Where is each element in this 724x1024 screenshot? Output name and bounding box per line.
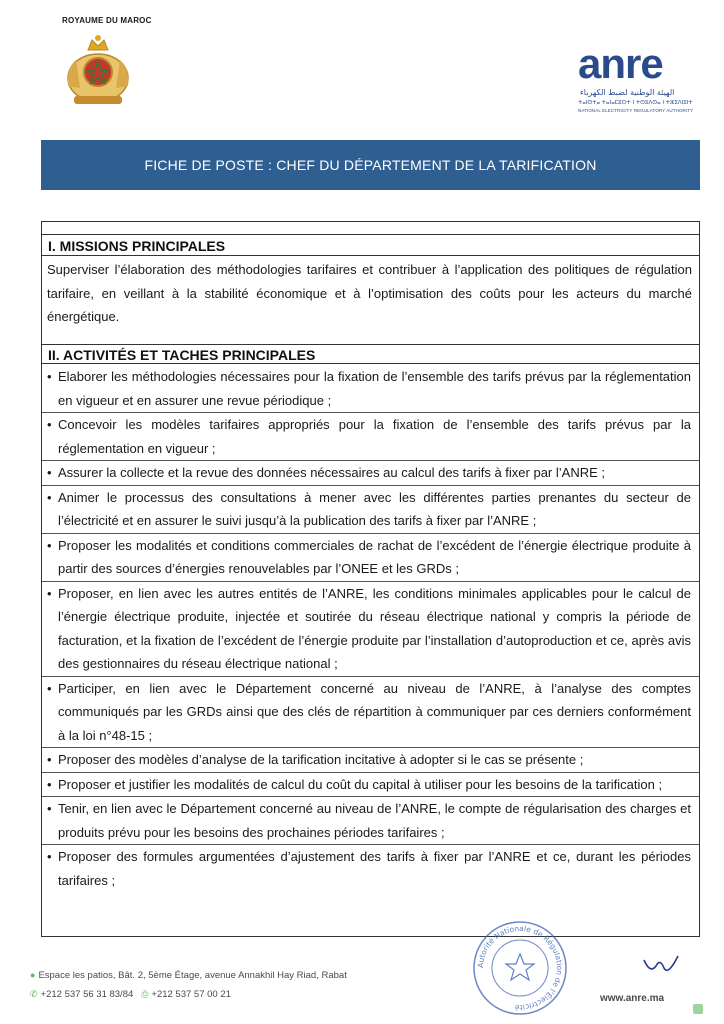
list-item [42, 773, 699, 798]
list-item [42, 845, 699, 892]
footer-phone-line [30, 985, 347, 1004]
bullet-icon: • [47, 369, 52, 384]
list-item [42, 534, 699, 582]
activities-list [42, 365, 699, 892]
footer-fax: +212 537 57 00 21 [151, 989, 231, 1000]
footer-address-line [30, 966, 347, 985]
logo-tifinagh-text: ⵜⴰⵏⵙⵜⴰ ⵜⴰⵏⴰⵎⵓⵔⵜ ⵏ ⵜⵙⵓⴷⵙⴰ ⵏ ⵜⵣⵉⴷⵏⵓⵏⵜ [578, 100, 693, 106]
bullet-icon: • [47, 849, 52, 864]
list-item-text: Proposer, en lien avec les autres entités de l’ANRE, les conditions minimales applicables pour le calcul de l’énergie électrique produite, injectée et soutirée du réseau électrique national y compris la période de facturation, et la fixation de l’excédent de l’énergie produite par l’installation d’autoproduction et ce, après avis des gestionnaires du réseau électrique national ; [58, 585, 691, 671]
list-item-text: Concevoir les modèles tarifaires appropriés pour la fixation de l’ensemble des tarifs prévus par la réglementation en vigueur ; [58, 417, 691, 456]
list-item-text: Proposer des formules argumentées d’ajustement des tarifs à fixer par l’ANRE et ce, durant les périodes tarifaires ; [58, 849, 691, 888]
list-item-text: Tenir, en lien avec le Département concerné au niveau de l’ANRE, le compte de régularisation des charges et produits prévu pour les besoins des prochaines périodes tarifaires ; [58, 801, 691, 840]
logo-arabic-text: الهيئة الوطنية لضبط الكهرباء [580, 88, 675, 97]
signature-mark [640, 952, 682, 978]
bullet-icon: • [47, 537, 52, 553]
list-item-text: Proposer les modalités et conditions commerciales de rachat de l’excédent de l’énergie électrique produite à partir des sources d’énergies renouvelables par l’ONEE et les GRDs ; [58, 537, 691, 576]
logo-wordmark [578, 42, 663, 86]
list-item [42, 365, 699, 413]
footer-address: Espace les patios, Bât. 2, 5ème Étage, avenue Annakhil Hay Riad, Rabat [38, 970, 347, 981]
page-title: FICHE DE POSTE : CHEF DU DÉPARTEMENT DE LA TARIFICATION [144, 157, 597, 173]
title-banner [41, 140, 700, 190]
list-item-text: Participer, en lien avec le Département concerné au niveau de l’ANRE, à l’analyse des comptes communiqués par les GRDs ainsi que des clés de répartition à communiquer par ces derniers conformément à la loi n°48-15 ; [58, 680, 691, 743]
bullet-icon: • [47, 801, 52, 816]
list-item [42, 413, 699, 461]
bullet-icon: • [47, 752, 52, 767]
bullet-icon: • [47, 465, 52, 480]
anre-logo [578, 40, 710, 122]
footer-contact [30, 966, 347, 1004]
bullet-icon: • [47, 585, 52, 601]
list-item-text: Assurer la collecte et la revue des données nécessaires au calcul des tarifs à fixer par l’ANRE ; [58, 465, 605, 480]
fax-icon: ⎙ [141, 989, 149, 999]
phone-icon: ✆ [30, 989, 38, 999]
list-item-text: Proposer des modèles d’analyse de la tarification incitative à adopter si le cas se présente ; [58, 752, 584, 767]
bullet-icon: • [47, 680, 52, 696]
page-corner-icon [692, 1003, 704, 1015]
list-item [42, 486, 699, 534]
list-item-text: Animer le processus des consultations à mener avec les différentes parties prenantes du secteur de l’électricité et en assurer le suivi jusqu’à la publication des tarifs à fixer par l’ANRE ; [58, 489, 691, 528]
stamp-text: Autorité Nationale de Régulation de l’Électricité [475, 923, 565, 1013]
bullet-icon: • [47, 776, 52, 792]
official-stamp [470, 918, 570, 1018]
kingdom-label: ROYAUME DU MAROC [62, 16, 152, 25]
footer-phone: +212 537 56 31 83/84 [40, 989, 134, 1000]
list-item-text: Elaborer les méthodologies nécessaires pour la fixation de l’ensemble des tarifs prévus par la réglementation en vigueur et en assurer une revue périodique ; [58, 369, 691, 408]
bullet-icon: • [47, 417, 52, 432]
list-item [42, 582, 699, 677]
section-missions-title: I. MISSIONS PRINCIPALES [42, 234, 699, 256]
list-item [42, 461, 699, 486]
section-activities-title: II. ACTIVITÉS ET TACHES PRINCIPALES [42, 344, 699, 364]
svg-text:Autorité Nationale de Régulati [476, 924, 564, 1012]
list-item-text: Proposer et justifier les modalités de calcul du coût du capital à utiliser pour les besoins de la tarification ; [58, 776, 663, 792]
coat-of-arms-icon [62, 28, 134, 108]
bullet-icon: • [47, 489, 52, 505]
content-box [41, 221, 700, 937]
logo-word-text: anre [578, 40, 663, 87]
logo-english-text: NATIONAL ELECTRICITY REGULATORY AUTHORITY [578, 108, 694, 113]
missions-text: Superviser l’élaboration des méthodologies tarifaires et contribuer à l’application des politiques de régulation tarifaire, en veillant à la stabilité économique et à l’optimisation des coûts pour les acteurs du marché énergétique. [47, 262, 692, 324]
list-item [42, 748, 699, 773]
list-item [42, 677, 699, 749]
footer-website: www.anre.ma [600, 993, 665, 1004]
location-icon: ● [30, 970, 36, 980]
list-item [42, 797, 699, 845]
